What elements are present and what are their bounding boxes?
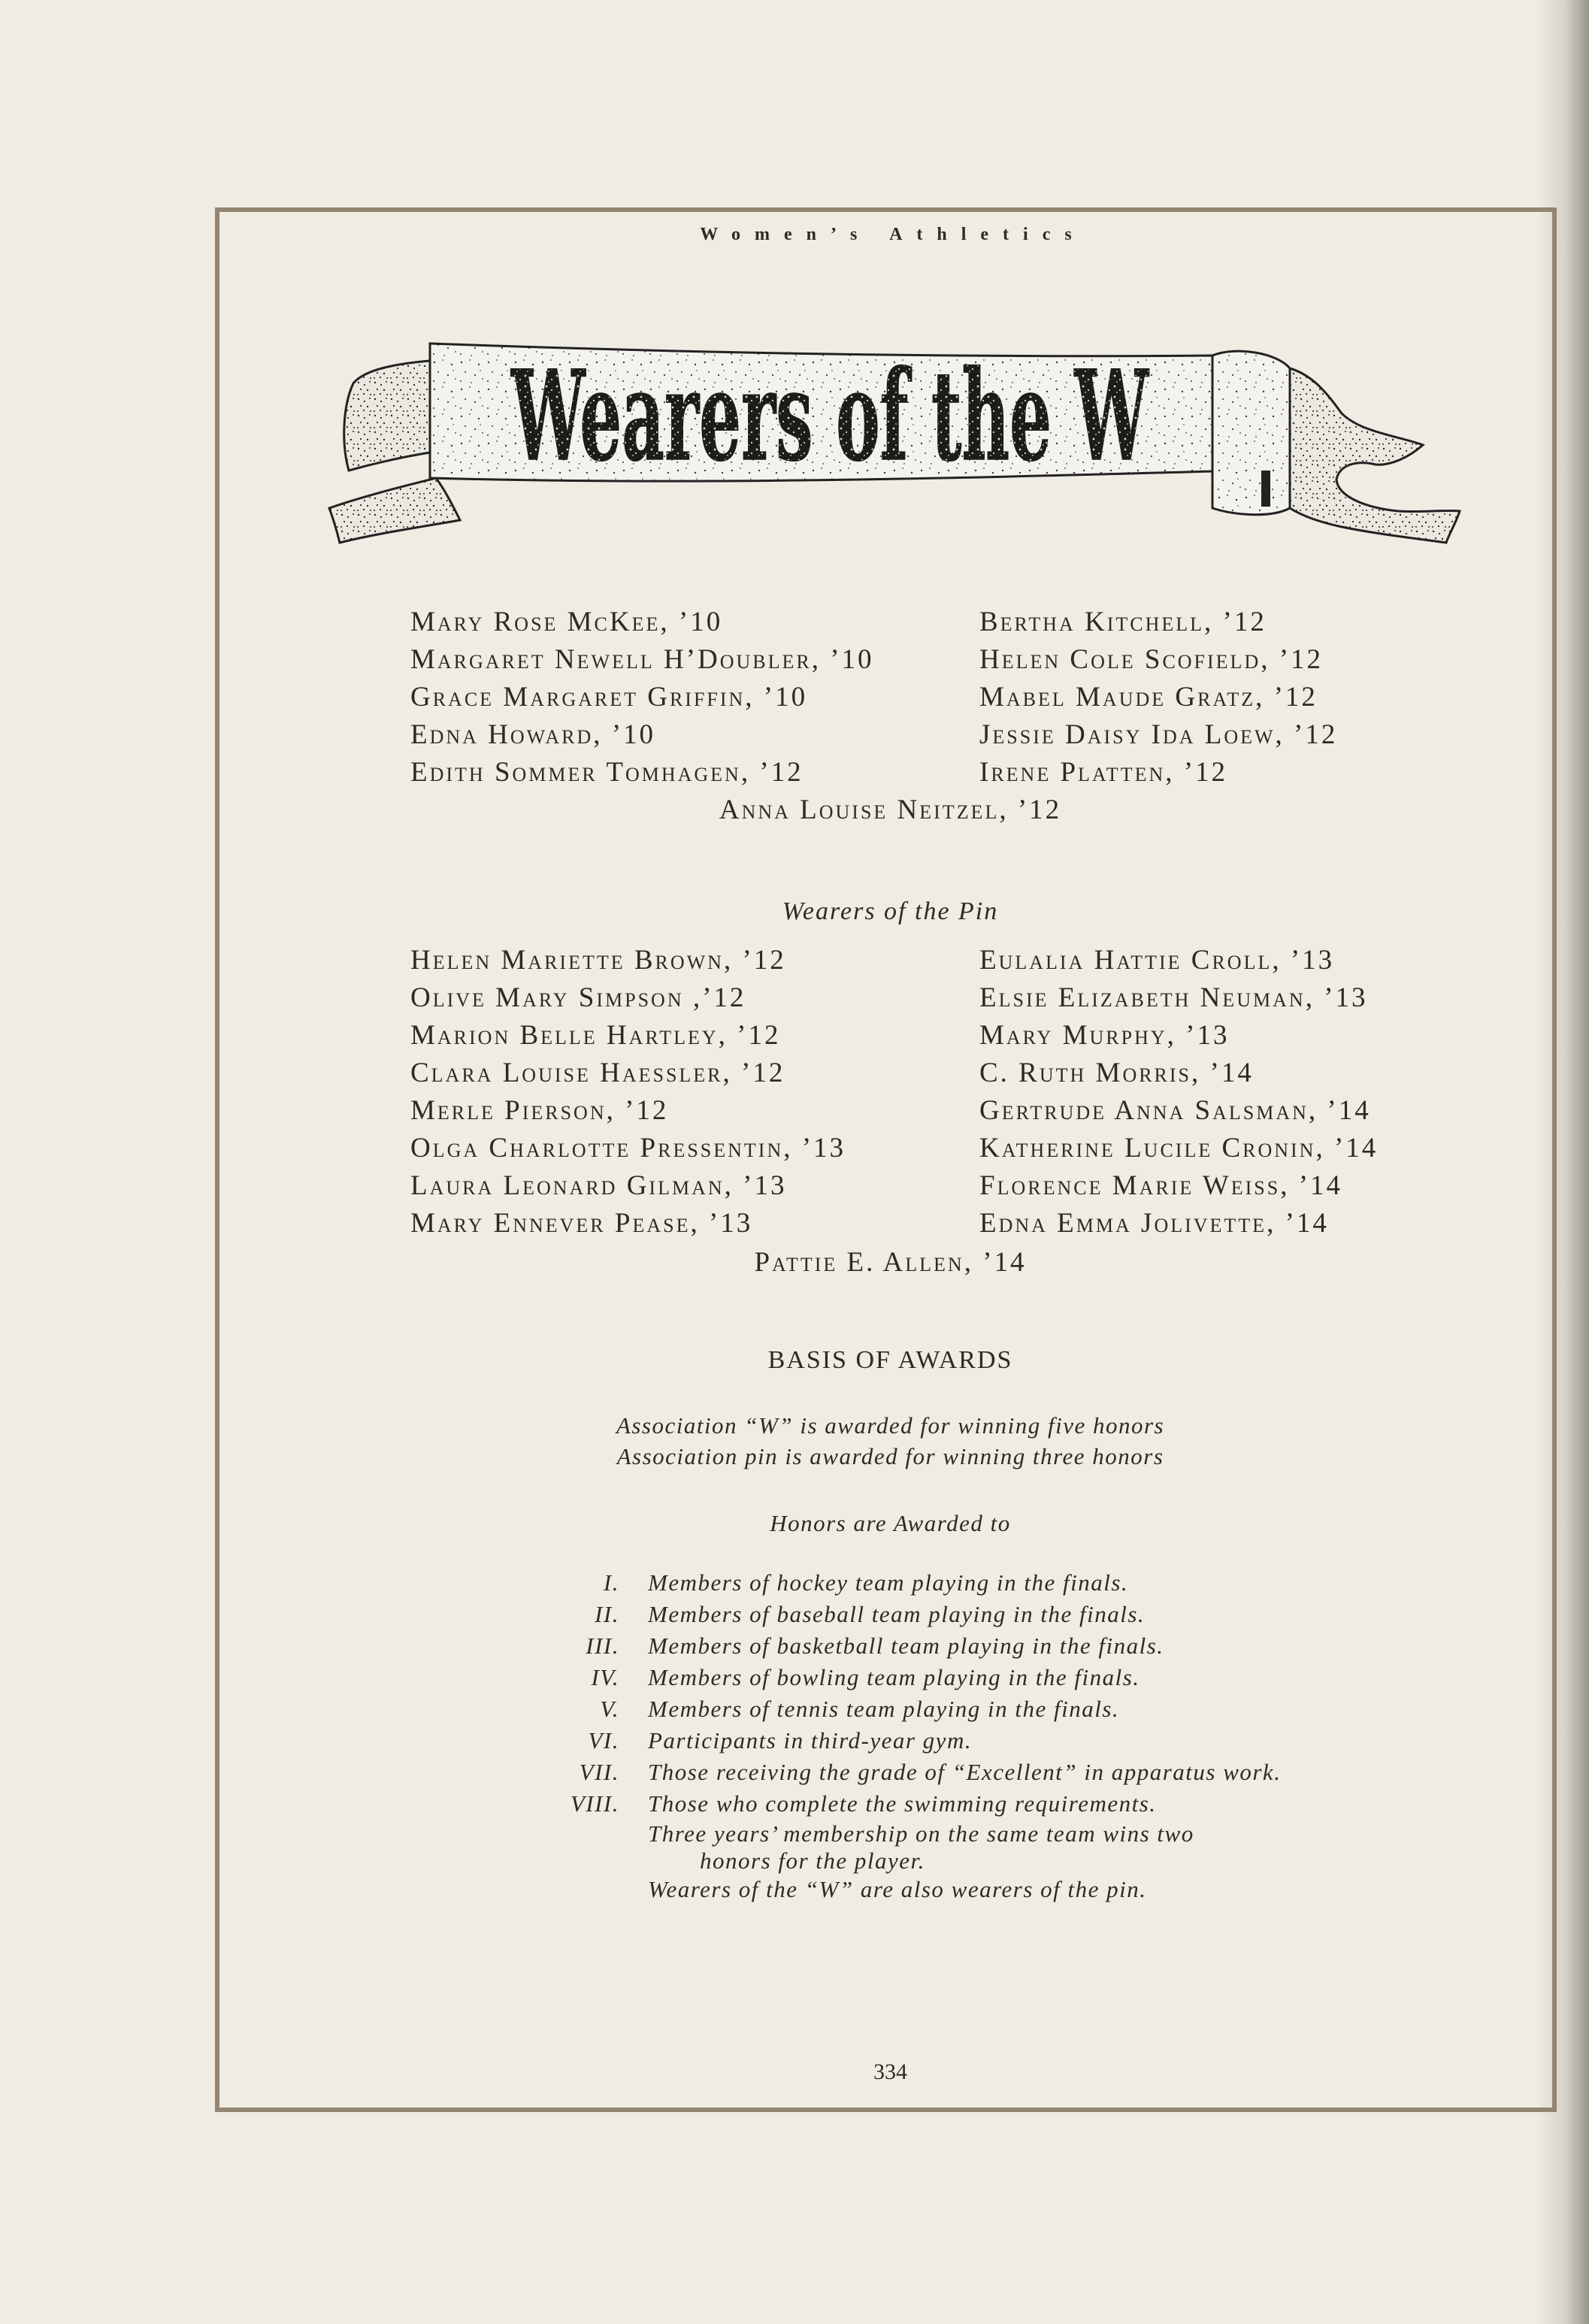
w-name-centered: Anna Louise Neitzel, ’12	[719, 794, 1062, 825]
pin-name: Elsie Elizabeth Neuman, ’13	[979, 982, 1368, 1013]
basis-of-awards-heading: BASIS OF AWARDS	[767, 1346, 1013, 1374]
pin-name: Katherine Lucile Cronin, ’14	[979, 1133, 1379, 1164]
honor-text: Members of tennis team playing in the finals.	[648, 1696, 1120, 1722]
pin-name: Helen Mariette Brown, ’12	[410, 945, 786, 976]
pin-names-right-column	[979, 942, 1378, 1242]
honor-numeral: IV.	[591, 1664, 619, 1690]
pin-name: Clara Louise Haessler, ’12	[410, 1058, 785, 1088]
honor-numeral: III.	[586, 1633, 619, 1659]
honor-numeral: VII.	[579, 1759, 619, 1785]
pin-name-centered: Pattie E. Allen, ’14	[754, 1247, 1027, 1278]
honor-text: Members of bowling team playing in the finals.	[648, 1664, 1140, 1690]
pin-name: Laura Leonard Gilman, ’13	[410, 1170, 787, 1201]
ribbon-right-tail	[1290, 368, 1460, 543]
w-name: Mabel Maude Gratz, ’12	[979, 682, 1318, 713]
pin-name: Mary Ennever Pease, ’13	[410, 1208, 753, 1239]
award-notes	[648, 1820, 1194, 1905]
ribbon-roll-end	[1261, 471, 1270, 507]
pin-name: Gertrude Anna Salsman, ’14	[979, 1095, 1371, 1126]
pin-name: Edna Emma Jolivette, ’14	[979, 1208, 1329, 1239]
pin-name: C. Ruth Morris, ’14	[979, 1058, 1254, 1088]
pin-name: Olga Charlotte Pressentin, ’13	[410, 1133, 846, 1164]
honors-heading: Honors are Awarded to	[770, 1510, 1011, 1536]
list-item	[526, 1788, 1281, 1820]
pin-section-heading: Wearers of the Pin	[782, 897, 999, 925]
banner-ribbon	[323, 331, 1473, 556]
w-name: Jessie Daisy Ida Loew, ’12	[979, 719, 1338, 750]
pin-name: Merle Pierson, ’12	[410, 1095, 669, 1126]
honor-numeral: VIII.	[570, 1790, 619, 1817]
honor-text: Members of hockey team playing in the finals.	[648, 1569, 1129, 1596]
award-rule: Association pin is awarded for winning three honors	[616, 1443, 1164, 1469]
honor-text: Members of basketball team playing in the finals.	[648, 1633, 1164, 1659]
list-item	[526, 1757, 1281, 1788]
w-name: Margaret Newell H’Doubler, ’10	[410, 644, 874, 675]
ribbon-right-roll	[1212, 351, 1290, 515]
w-names-right-column	[979, 604, 1337, 791]
w-name: Helen Cole Scofield, ’12	[979, 644, 1324, 675]
honor-numeral: VI.	[588, 1727, 619, 1754]
w-name: Grace Margaret Griffin, ’10	[410, 682, 808, 713]
pin-name: Olive Mary Simpson ,’12	[410, 982, 746, 1013]
honor-text: Participants in third-year gym.	[648, 1727, 973, 1754]
list-item	[526, 1567, 1281, 1599]
list-item	[526, 1662, 1281, 1693]
running-title: Women’s Athletics	[700, 225, 1086, 244]
pin-names-left-column	[410, 942, 846, 1242]
honor-numeral: II.	[595, 1601, 619, 1627]
honor-numeral: I.	[603, 1569, 619, 1596]
honors-list	[526, 1567, 1281, 1820]
list-item	[526, 1630, 1281, 1662]
honor-numeral: V.	[600, 1696, 619, 1722]
award-rule: Association “W” is awarded for winning five honors	[616, 1412, 1165, 1439]
banner-title: Wearers of the W	[510, 343, 1150, 489]
list-item	[526, 1693, 1281, 1725]
note-line: Three years’ membership on the same team wins two	[648, 1820, 1194, 1847]
ribbon-left-roll	[344, 361, 430, 471]
pin-name: Florence Marie Weiss, ’14	[979, 1170, 1343, 1201]
list-item	[526, 1599, 1281, 1630]
note-line-continued: honors for the player.	[700, 1847, 925, 1874]
award-rules	[219, 1410, 1561, 1472]
ribbon-left-tail	[329, 478, 460, 543]
pin-name: Mary Murphy, ’13	[979, 1020, 1230, 1051]
w-name: Edith Sommer Tomhagen, ’12	[410, 757, 804, 788]
w-names-left-column	[410, 604, 874, 791]
honor-text: Those who complete the swimming requirements.	[648, 1790, 1157, 1817]
note-line: Wearers of the “W” are also wearers of the pin.	[648, 1876, 1147, 1902]
list-item	[526, 1725, 1281, 1757]
pin-name: Marion Belle Hartley, ’12	[410, 1020, 781, 1051]
w-name: Irene Platten, ’12	[979, 757, 1228, 788]
w-name: Mary Rose McKee, ’10	[410, 607, 723, 637]
w-name: Bertha Kitchell, ’12	[979, 607, 1267, 637]
honor-text: Members of baseball team playing in the finals.	[648, 1601, 1146, 1627]
w-name: Edna Howard, ’10	[410, 719, 656, 750]
page-number: 334	[873, 2059, 907, 2084]
honor-text: Those receiving the grade of “Excellent” in apparatus work.	[648, 1759, 1282, 1785]
pin-name: Eulalia Hattie Croll, ’13	[979, 945, 1335, 976]
